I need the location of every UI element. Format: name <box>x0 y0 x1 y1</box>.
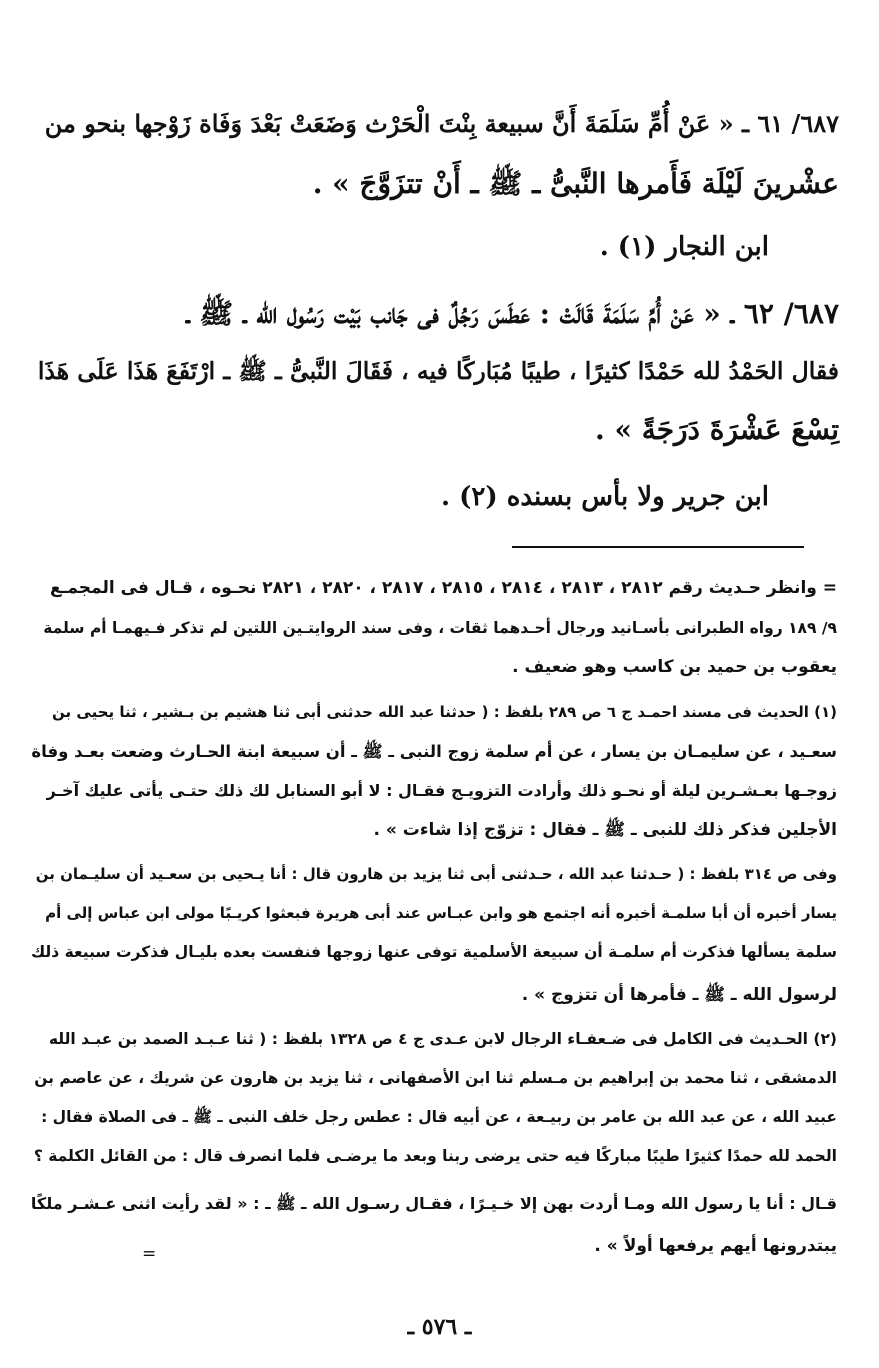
footnote-1-cont-line-3: سلمة يسألها فذكرت أم سلمـة أن سبيعة الأسلمية توفى عنها زوجها فنفست بعده بليـال فذكرت سبيعة ذلك <box>30 943 837 961</box>
footnote-1-cont-line-1: وفى ص ٣١٤ بلفظ : ( حـدثنا عبد الله ، حـدثنى أبى ثنا يزيد بن هارون قال : أنا يـحيى بن سعـيد أن سليـمان بن <box>35 865 837 883</box>
footnote-2-line-6: يبتدرونها أيهم يرفعها أولاً » . <box>594 1236 837 1256</box>
footnote-2-line-2: الدمشقى ، ثنا محمد بن إبراهيم بن مـسلم ثنا ابن الأصفهانى ، ثنا يزيد بن هارون عن شريك ، عن عاصم بن <box>34 1069 837 1087</box>
footnote-2-line-4: الحمد لله حمدًا كثيرًا طيبًا مباركًا فيه حتى يرضى ربنا وبعد ما يرضـى فلما انصرف قال : من القائل الكلمة ؟ <box>33 1147 837 1165</box>
hadith-61-line-2: عشْرينَ لَيْلَة فَأَمرها النَّبىُّ ـ ﷺ ـ أَنْ تتزَوَّجَ » . <box>312 167 839 200</box>
hadith-61-line-1: ٦٨٧/ ٦١ ـ « عَنْ أُمِّ سَلَمَةَ أَنَّ سبيعة بِنْتَ الْحَرْث وَضَعَتْ بَعْدَ وَفَاة زَوْجها بنحو من <box>44 109 839 138</box>
hadith-62-source: ابن جرير ولا بأس بسنده (٢) . <box>440 482 769 512</box>
footnote-continuation-line-2: ٩/ ١٨٩ رواه الطبرانى بأسـانيد ورجال أحـدهما ثقات ، وفى سند الروايتـين اللتين لم تذكر فـيهمـا أم سلمة <box>43 619 837 637</box>
footnote-1-line-4: الأجلين فذكر ذلك للنبى ـ ﷺ ـ فقال : تزوّج إذا شاءت » . <box>373 820 837 840</box>
footnote-2-line-3: عبيد الله ، عن عبد الله بن عامر بن ربيـعة ، عن أبيه قال : عطس رجل خلف النبى ـ ﷺ ـ فى الصلاة فقال : <box>41 1108 837 1126</box>
page-number: ـ ٥٧٦ ـ <box>407 1314 472 1340</box>
hadith-62-line-2: فقال الحَمْدُ لله حَمْدًا كثيرًا ، طيبًا مُبَاركًا فيه ، فَقَالَ النَّبىُّ ـ ﷺ ـ ارْتَفَعَ هَذَا عَلَى هَذَا <box>37 357 839 385</box>
footnote-2-line-1: (٢) الحـديث فى الكامل فى ضـعفـاء الرجال لابن عـدى ج ٤ ص ١٣٢٨ بلفظ : ( ثنا عـبـد الصمد بن عبـد الله <box>48 1030 837 1048</box>
footnote-1-line-1: (١) الحديث فى مسند احمـد ج ٦ ص ٢٨٩ بلفظ : ( حدثنا عبد الله حدثنى أبى ثنا هشيم بن بـشير ، ثنا يحيى بن <box>52 703 837 721</box>
footnote-continuation-line-3: يعقوب بن حميد بن كاسب وهو ضعيف . <box>512 657 837 677</box>
hadith-62-line-1: ٦٨٧/ ٦٢ ـ « عَنْ أُمِّ سَلَمَةَ قَالَتْ : عَطَسَ رَجُلٌ فى جَانب بَيْت رَسُول الله ـ ﷺ ـ <box>186 297 839 330</box>
footnote-separator <box>512 546 804 548</box>
footnote-1-line-3: زوجـها بعـشـرين ليلة أو نحـو ذلك وأرادت التزويـج فقـال : لا أبو السنابل لك ذلك حتـى يأتى عليك آخـر <box>46 781 837 800</box>
footnote-1-line-2: سعـيد ، عن سليمـان بن يسار ، عن أم سلمة زوج النبى ـ ﷺ ـ أن سبيعة ابنة الحـارث وضعت بعـد وفاة <box>31 742 837 761</box>
hadith-62-line-3: تِسْعَ عَشْرَةَ دَرَجَةً » . <box>594 413 839 446</box>
footnote-1-cont-line-2: يسار أخبره أن أبا سلمـة أخبره أنه اجتمع هو وابن عبـاس عند أبى هريرة فبعثوا كريـبًا مولى ابن عباس إلى أم <box>45 904 837 922</box>
footnote-continuation-line-1: = وانظر حـديث رقم ٢٨١٢ ، ٢٨١٣ ، ٢٨١٤ ، ٢٨١٥ ، ٢٨١٧ ، ٢٨٢٠ ، ٢٨٢١ نحـوه ، قـال فى المجمـع <box>49 578 837 598</box>
footnote-1-cont-line-4: لرسول الله ـ ﷺ ـ فأمرها أن تتزوج » . <box>521 985 837 1005</box>
continuation-mark: = <box>142 1244 157 1264</box>
hadith-61-source: ابن النجار (١) . <box>599 232 769 262</box>
footnote-2-line-5: قـال : أنا يا رسول الله ومـا أردت بهن إلا خـيـرًا ، فقـال رسـول الله ـ ﷺ ـ : « لقد رأيت اثنى عـشـر ملكًا <box>30 1194 837 1213</box>
